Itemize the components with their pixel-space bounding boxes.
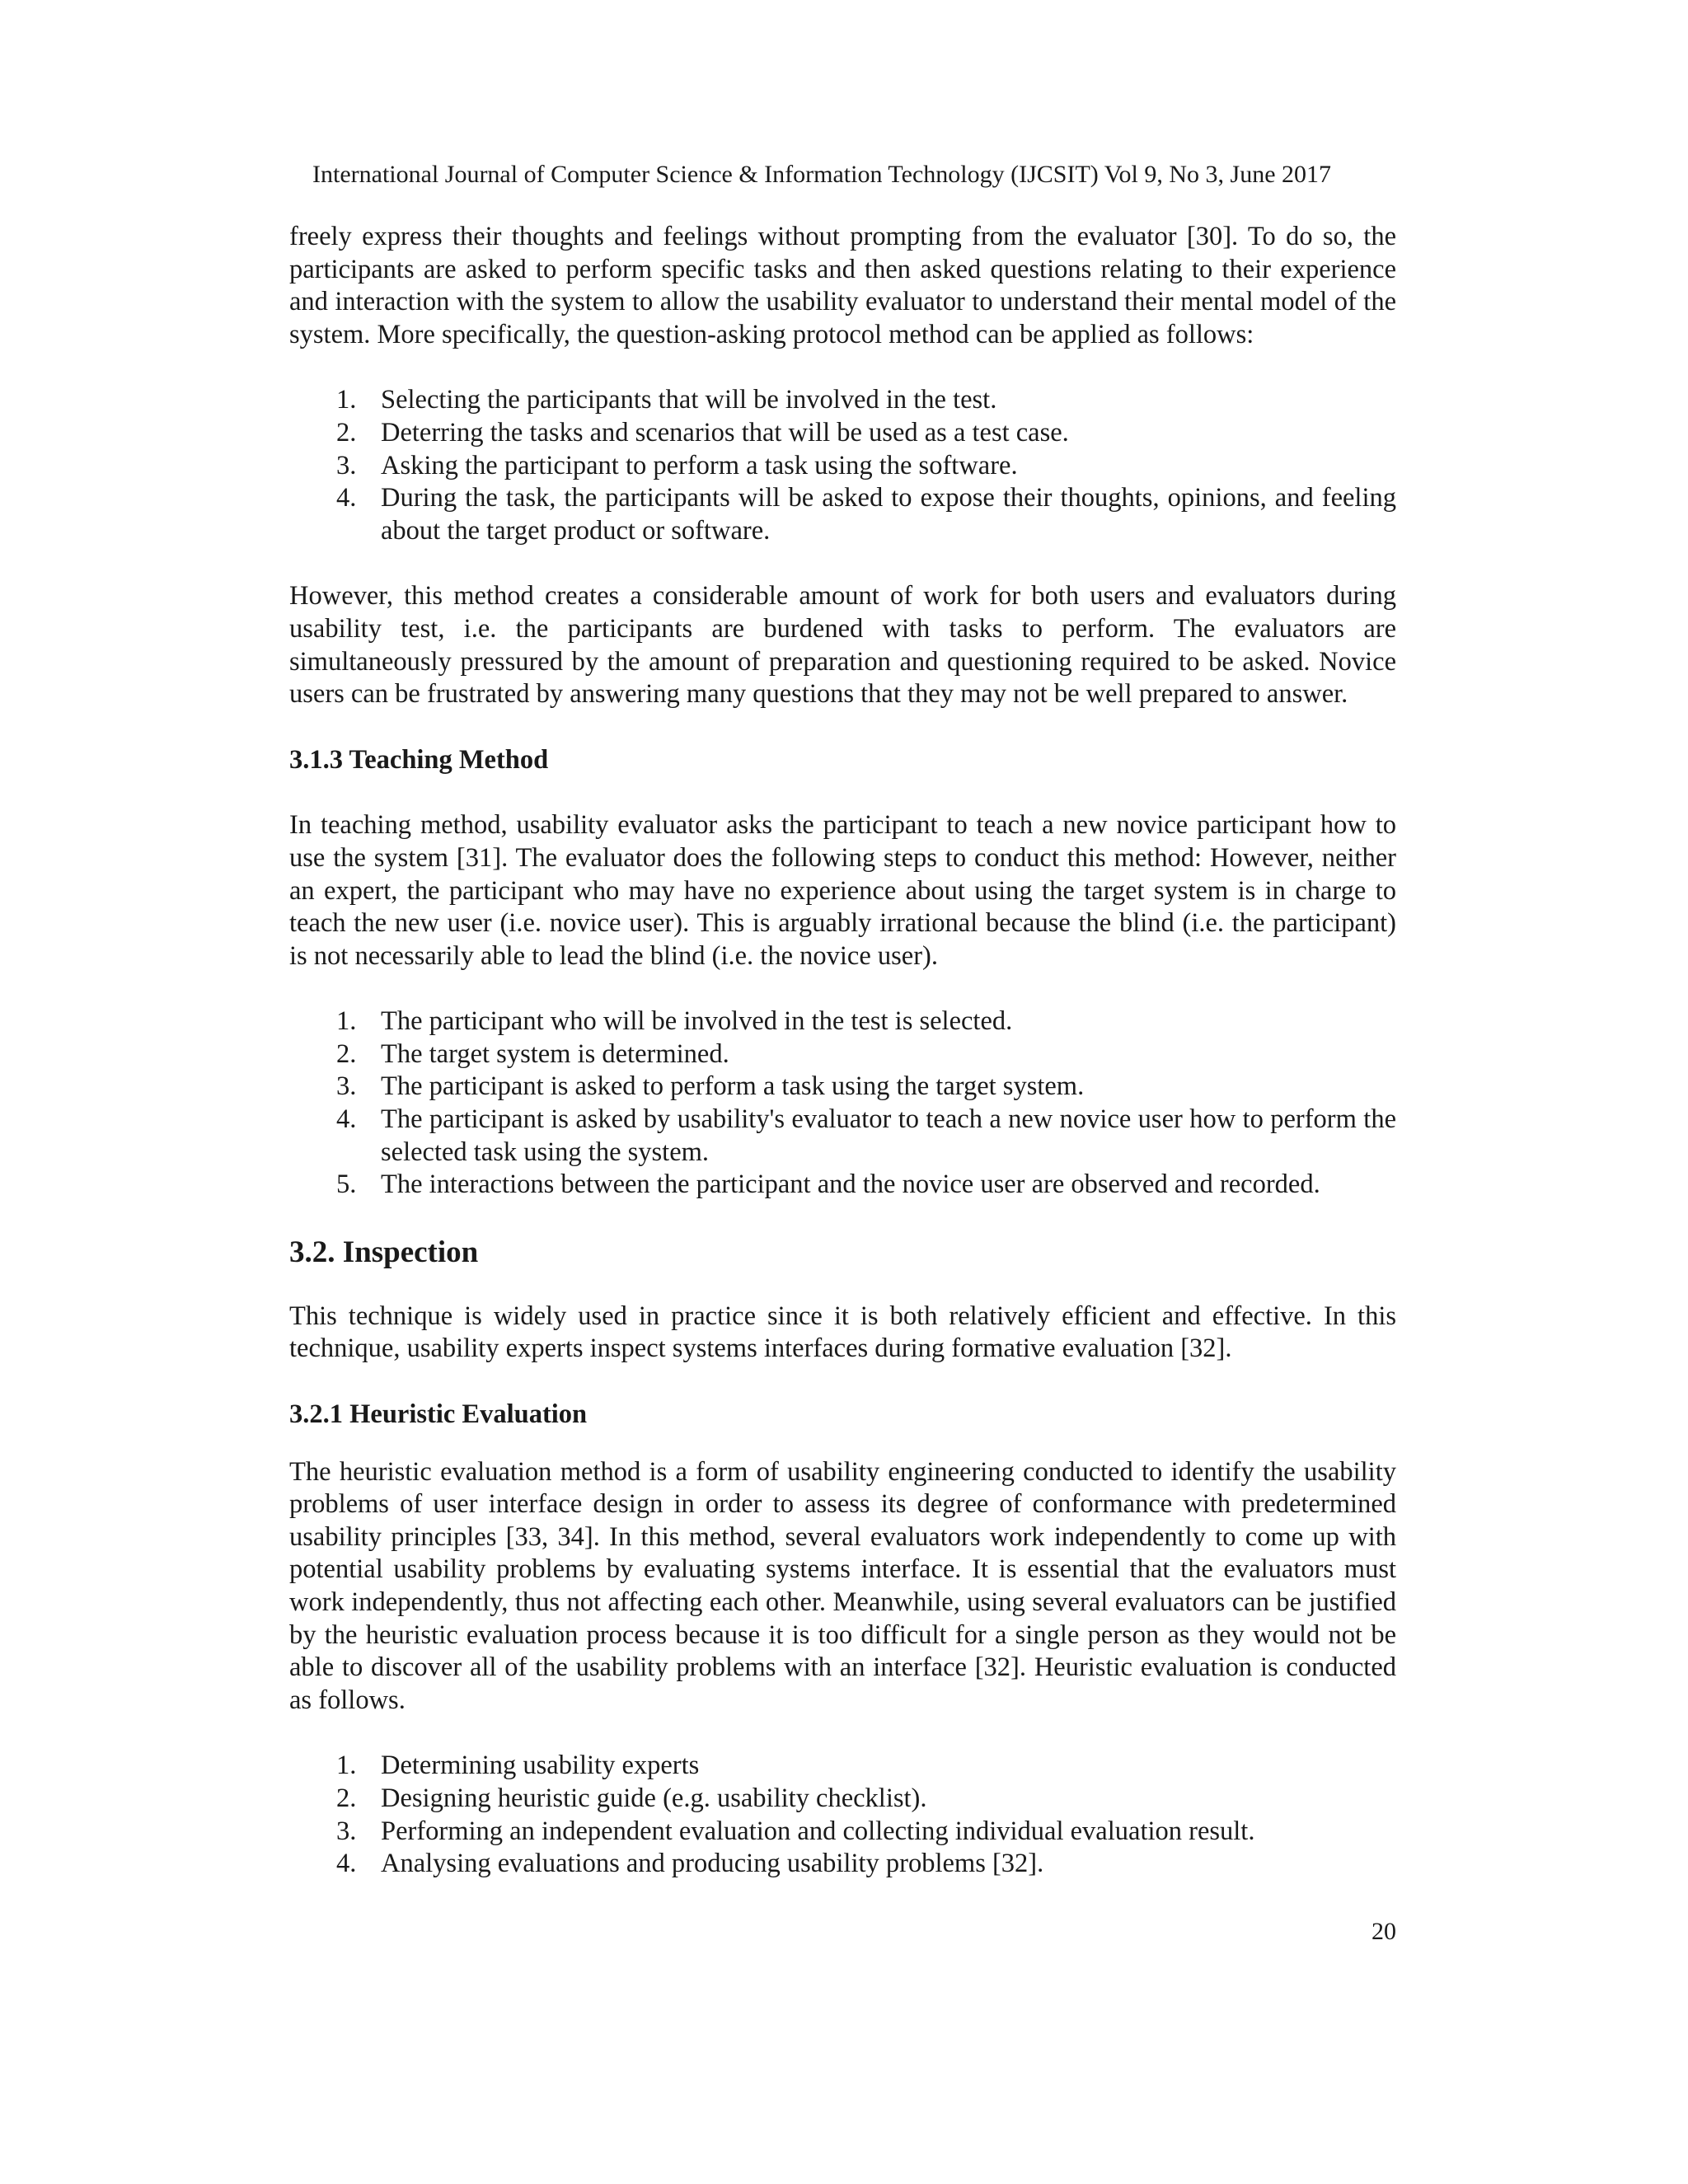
qa-steps-list	[289, 384, 1396, 547]
list-number: 2.	[336, 1038, 357, 1069]
list-item-text: The participant is asked by usability's evaluator to teach a new novice user how to perform the selected task using the system.	[381, 1104, 1396, 1167]
list-number: 3.	[336, 450, 357, 480]
list-item	[289, 482, 1396, 547]
list-item-text: The participant is asked to perform a task using the target system.	[381, 1071, 1085, 1102]
list-item-text: The target system is determined.	[381, 1038, 729, 1069]
list-item-text: Selecting the participants that will be involved in the test.	[381, 385, 997, 415]
list-item-text: Deterring the tasks and scenarios that will be used as a test case.	[381, 417, 1069, 448]
list-item-text: Analysing evaluations and producing usability problems [32].	[381, 1849, 1044, 1879]
list-item	[289, 1071, 1396, 1104]
list-item	[289, 1005, 1396, 1038]
list-number: 2.	[336, 1783, 357, 1813]
list-number: 1.	[336, 1006, 357, 1037]
list-item	[289, 384, 1396, 417]
list-number: 3.	[336, 1816, 357, 1846]
inspection-paragraph: This technique is widely used in practice since it is both relatively efficient and effective. In this technique, usability experts inspect systems interfaces during formative evaluation [32].	[289, 1301, 1396, 1364]
list-item	[289, 1169, 1396, 1202]
heuristic-steps-list	[289, 1750, 1396, 1880]
teaching-method-paragraph: In teaching method, usability evaluator asks the participant to teach a new novice participant how to use the system [31]. The evaluator does the following steps to conduct this method: However, neither an expert, the participant who may have no experience about using the target system is in charge to teach the new user (i.e. novice user). This is arguably irrational because the blind (i.e. the participant) is not necessarily able to lead the blind (i.e. the novice user).	[289, 810, 1396, 971]
list-item-text: Designing heuristic guide (e.g. usability checklist).	[381, 1783, 927, 1813]
teaching-steps-list	[289, 1005, 1396, 1202]
inspection-heading: 3.2. Inspection	[289, 1235, 479, 1269]
heuristic-evaluation-paragraph: The heuristic evaluation method is a form of usability engineering conducted to identify the usability problems of user interface design in order to assess its degree of conformance with predetermined usability principles [33, 34]. In this method, several evaluators work independently to come up with potential usability problems by evaluating systems interface. It is essential that the evaluators must work independently, thus not affecting each other. Meanwhile, using several evaluators can be justified by the heuristic evaluation process because it is too difficult for a single person as they would not be able to discover all of the usability problems with an interface [32]. Heuristic evaluation is conducted as follows.	[289, 1456, 1396, 1715]
list-number: 4.	[336, 1849, 357, 1879]
list-item-text: The participant who will be involved in the test is selected.	[381, 1006, 1013, 1037]
list-item-text: During the task, the participants will be asked to expose their thoughts, opinions, and feeling about the target product or software.	[381, 483, 1396, 546]
page-number: 20	[1372, 1918, 1396, 1945]
page-body	[289, 221, 1396, 1881]
qa-critique-paragraph: However, this method creates a considerable amount of work for both users and evaluators during usability test, i.e. the participants are burdened with tasks to perform. The evaluators are simultaneously pressured by the amount of preparation and questioning required to be asked. Novice users can be frustrated by answering many questions that they may not be well prepared to answer.	[289, 581, 1396, 710]
list-item-text: Determining usability experts	[381, 1750, 700, 1781]
heuristic-evaluation-heading: 3.2.1 Heuristic Evaluation	[289, 1399, 588, 1430]
list-number: 4.	[336, 483, 357, 513]
list-item	[289, 1848, 1396, 1881]
list-number: 1.	[336, 385, 357, 415]
list-number: 5.	[336, 1169, 357, 1200]
list-item	[289, 1104, 1396, 1169]
list-number: 4.	[336, 1104, 357, 1135]
list-number: 3.	[336, 1071, 357, 1102]
teaching-method-heading: 3.1.3 Teaching Method	[289, 744, 549, 775]
list-item	[289, 1816, 1396, 1849]
list-item	[289, 1783, 1396, 1816]
list-item	[289, 1038, 1396, 1071]
list-item	[289, 417, 1396, 450]
document-page	[289, 0, 1396, 2184]
list-number: 1.	[336, 1750, 357, 1781]
list-item	[289, 450, 1396, 483]
list-item	[289, 1750, 1396, 1783]
list-item-text: The interactions between the participant and the novice user are observed and recorded.	[381, 1169, 1320, 1200]
list-item-text: Asking the participant to perform a task using the software.	[381, 450, 1018, 480]
list-item-text: Performing an independent evaluation and collecting individual evaluation result.	[381, 1816, 1255, 1846]
list-number: 2.	[336, 417, 357, 448]
intro-paragraph: freely express their thoughts and feelings without prompting from the evaluator [30]. To do so, the participants are asked to perform specific tasks and then asked questions relating to their experience and interaction with the system to allow the usability evaluator to understand their mental model of the system. More specifically, the question-asking protocol method can be applied as follows:	[289, 222, 1396, 349]
running-header: International Journal of Computer Science & Information Technology (IJCSIT) Vol 9, No 3, June 2017	[312, 161, 1332, 188]
